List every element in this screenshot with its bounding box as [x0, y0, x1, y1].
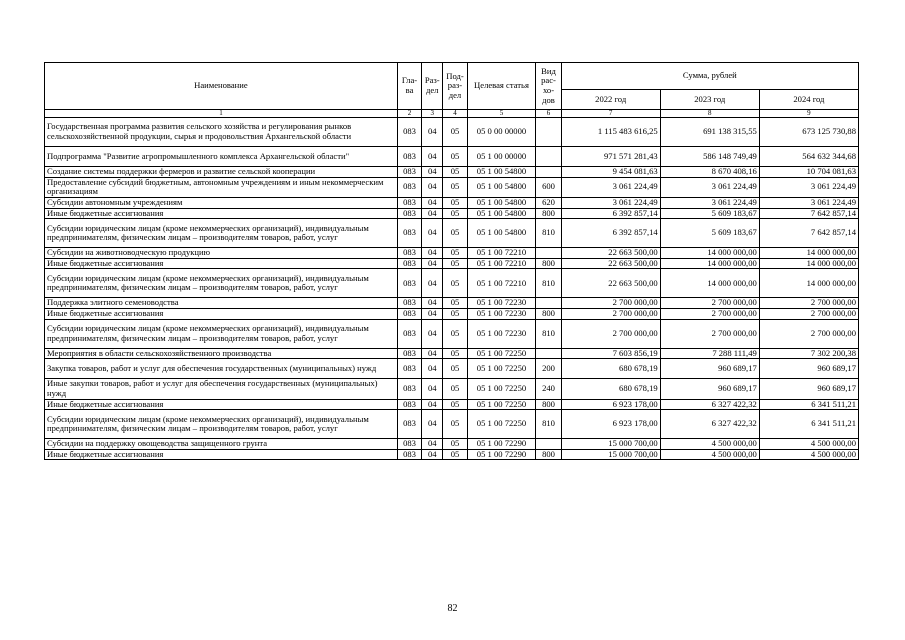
- row-sum-2024: 3 061 224,49: [759, 197, 858, 208]
- header-podrazdel: Под-раз-дел: [443, 63, 467, 110]
- row-sum-2024: 960 689,17: [759, 359, 858, 379]
- row-sum-2023: 6 327 422,32: [660, 410, 759, 439]
- row-razdel: 04: [422, 399, 443, 410]
- row-vid: 240: [536, 379, 561, 399]
- row-podrazdel: 05: [443, 399, 467, 410]
- row-target: 05 1 00 72250: [467, 379, 536, 399]
- row-sum-2023: 960 689,17: [660, 359, 759, 379]
- row-glava: 083: [397, 147, 421, 167]
- column-number: 8: [660, 110, 759, 118]
- row-sum-2024: 7 302 200,38: [759, 348, 858, 359]
- row-razdel: 04: [422, 147, 443, 167]
- row-sum-2022: 9 454 081,63: [561, 167, 660, 178]
- table-row: [45, 359, 859, 379]
- row-razdel: 04: [422, 298, 443, 309]
- row-sum-2022: 2 700 000,00: [561, 309, 660, 320]
- column-number: 3: [422, 110, 443, 118]
- row-sum-2023: 4 500 000,00: [660, 449, 759, 460]
- row-name: Субсидии юридическим лицам (кроме некоммерческих организаций), индивидуальным предпринимателям, физическим лицам – производителям товаров, работ, услуг: [45, 269, 398, 298]
- table-row: [45, 399, 859, 410]
- row-target: 05 1 00 72290: [467, 449, 536, 460]
- row-razdel: 04: [422, 197, 443, 208]
- table-row: [45, 449, 859, 460]
- table-row: [45, 319, 859, 348]
- table-row: [45, 410, 859, 439]
- row-glava: 083: [397, 298, 421, 309]
- row-podrazdel: 05: [443, 248, 467, 259]
- row-podrazdel: 05: [443, 359, 467, 379]
- row-sum-2023: 960 689,17: [660, 379, 759, 399]
- row-sum-2023: 3 061 224,49: [660, 177, 759, 197]
- row-glava: 083: [397, 359, 421, 379]
- row-glava: 083: [397, 348, 421, 359]
- row-razdel: 04: [422, 248, 443, 259]
- row-sum-2024: 14 000 000,00: [759, 258, 858, 269]
- row-vid: 800: [536, 208, 561, 219]
- row-podrazdel: 05: [443, 449, 467, 460]
- row-sum-2024: 4 500 000,00: [759, 439, 858, 450]
- table-row: [45, 197, 859, 208]
- row-name: Иные бюджетные ассигнования: [45, 258, 398, 269]
- row-razdel: 04: [422, 258, 443, 269]
- row-sum-2022: 6 392 857,14: [561, 219, 660, 248]
- row-sum-2024: 7 642 857,14: [759, 208, 858, 219]
- row-sum-2024: 6 341 511,21: [759, 399, 858, 410]
- row-name: Предоставление субсидий бюджетным, автономным учреждениям и иным некоммерческим организациям: [45, 177, 398, 197]
- row-sum-2023: 5 609 183,67: [660, 219, 759, 248]
- row-sum-2022: 2 700 000,00: [561, 319, 660, 348]
- row-sum-2022: 6 923 178,00: [561, 410, 660, 439]
- column-number: 7: [561, 110, 660, 118]
- table-row: [45, 208, 859, 219]
- row-target: 05 1 00 54800: [467, 197, 536, 208]
- row-glava: 083: [397, 399, 421, 410]
- row-podrazdel: 05: [443, 147, 467, 167]
- table-row: [45, 439, 859, 450]
- row-vid: 800: [536, 258, 561, 269]
- row-sum-2022: 7 603 856,19: [561, 348, 660, 359]
- row-vid: 800: [536, 399, 561, 410]
- row-vid: 810: [536, 269, 561, 298]
- row-razdel: 04: [422, 359, 443, 379]
- row-podrazdel: 05: [443, 319, 467, 348]
- row-name: Субсидии юридическим лицам (кроме некоммерческих организаций), индивидуальным предпринимателям, физическим лицам – производителям товаров, работ, услуг: [45, 219, 398, 248]
- header-year-2023: 2023 год: [660, 90, 759, 110]
- row-sum-2022: 3 061 224,49: [561, 177, 660, 197]
- table-row: [45, 309, 859, 320]
- row-sum-2022: 3 061 224,49: [561, 197, 660, 208]
- row-podrazdel: 05: [443, 348, 467, 359]
- table-row: [45, 248, 859, 259]
- row-target: 05 1 00 00000: [467, 147, 536, 167]
- row-podrazdel: 05: [443, 197, 467, 208]
- column-number: 5: [467, 110, 536, 118]
- row-podrazdel: 05: [443, 177, 467, 197]
- row-sum-2023: 691 138 315,55: [660, 118, 759, 147]
- row-vid: 620: [536, 197, 561, 208]
- row-vid: [536, 167, 561, 178]
- row-sum-2022: 6 923 178,00: [561, 399, 660, 410]
- row-glava: 083: [397, 410, 421, 439]
- row-vid: [536, 118, 561, 147]
- row-name: Мероприятия в области сельскохозяйственного производства: [45, 348, 398, 359]
- row-sum-2023: 3 061 224,49: [660, 197, 759, 208]
- row-target: 05 1 00 72230: [467, 298, 536, 309]
- row-razdel: 04: [422, 449, 443, 460]
- row-sum-2023: 7 288 111,49: [660, 348, 759, 359]
- row-name: Создание системы поддержки фермеров и развитие сельской кооперации: [45, 167, 398, 178]
- row-glava: 083: [397, 319, 421, 348]
- row-sum-2024: 14 000 000,00: [759, 248, 858, 259]
- row-glava: 083: [397, 167, 421, 178]
- table-row: [45, 379, 859, 399]
- row-sum-2022: 22 663 500,00: [561, 269, 660, 298]
- row-target: 05 1 00 72250: [467, 399, 536, 410]
- row-vid: [536, 147, 561, 167]
- row-razdel: 04: [422, 410, 443, 439]
- row-name: Государственная программа развития сельского хозяйства и регулирования рынков сельскохозяйственной продукции, сырья и продовольствия Архангельской области: [45, 118, 398, 147]
- row-sum-2023: 14 000 000,00: [660, 269, 759, 298]
- row-sum-2022: 1 115 483 616,25: [561, 118, 660, 147]
- row-podrazdel: 05: [443, 379, 467, 399]
- table-header: [45, 63, 859, 118]
- row-vid: [536, 248, 561, 259]
- header-razdel: Раз-дел: [422, 63, 443, 110]
- row-razdel: 04: [422, 208, 443, 219]
- row-vid: [536, 298, 561, 309]
- table-row: [45, 118, 859, 147]
- row-sum-2024: 673 125 730,88: [759, 118, 858, 147]
- row-podrazdel: 05: [443, 309, 467, 320]
- row-target: 05 1 00 54800: [467, 177, 536, 197]
- column-number: 6: [536, 110, 561, 118]
- row-target: 05 1 00 54800: [467, 167, 536, 178]
- row-podrazdel: 05: [443, 167, 467, 178]
- row-target: 05 0 00 00000: [467, 118, 536, 147]
- row-razdel: 04: [422, 118, 443, 147]
- row-sum-2022: 15 000 700,00: [561, 449, 660, 460]
- row-name: Субсидии на поддержку овощеводства защищенного грунта: [45, 439, 398, 450]
- table-row: [45, 298, 859, 309]
- row-podrazdel: 05: [443, 269, 467, 298]
- row-vid: 800: [536, 309, 561, 320]
- row-sum-2023: 14 000 000,00: [660, 248, 759, 259]
- row-target: 05 1 00 72210: [467, 258, 536, 269]
- table-row: [45, 258, 859, 269]
- row-razdel: 04: [422, 219, 443, 248]
- row-glava: 083: [397, 208, 421, 219]
- row-razdel: 04: [422, 439, 443, 450]
- row-name: Иные бюджетные ассигнования: [45, 208, 398, 219]
- row-sum-2023: 586 148 749,49: [660, 147, 759, 167]
- row-razdel: 04: [422, 379, 443, 399]
- row-target: 05 1 00 72230: [467, 319, 536, 348]
- row-sum-2022: 680 678,19: [561, 359, 660, 379]
- row-glava: 083: [397, 118, 421, 147]
- row-name: Иные бюджетные ассигнования: [45, 399, 398, 410]
- column-number: 9: [759, 110, 858, 118]
- row-sum-2022: 22 663 500,00: [561, 248, 660, 259]
- row-podrazdel: 05: [443, 208, 467, 219]
- header-name: Наименование: [45, 63, 398, 110]
- row-name: Иные бюджетные ассигнования: [45, 309, 398, 320]
- row-sum-2022: 15 000 700,00: [561, 439, 660, 450]
- row-razdel: 04: [422, 269, 443, 298]
- column-numbers-row: [45, 110, 859, 118]
- row-sum-2024: 2 700 000,00: [759, 298, 858, 309]
- row-podrazdel: 05: [443, 258, 467, 269]
- row-sum-2024: 960 689,17: [759, 379, 858, 399]
- row-sum-2024: 564 632 344,68: [759, 147, 858, 167]
- row-glava: 083: [397, 449, 421, 460]
- row-sum-2022: 971 571 281,43: [561, 147, 660, 167]
- row-glava: 083: [397, 248, 421, 259]
- row-vid: 200: [536, 359, 561, 379]
- row-sum-2024: 10 704 081,63: [759, 167, 858, 178]
- row-sum-2024: 2 700 000,00: [759, 309, 858, 320]
- row-target: 05 1 00 54800: [467, 219, 536, 248]
- row-glava: 083: [397, 258, 421, 269]
- row-vid: 810: [536, 410, 561, 439]
- row-target: 05 1 00 72290: [467, 439, 536, 450]
- row-name: Подпрограмма "Развитие агропромышленного комплекса Архангельской области": [45, 147, 398, 167]
- row-podrazdel: 05: [443, 410, 467, 439]
- row-sum-2023: 2 700 000,00: [660, 309, 759, 320]
- row-target: 05 1 00 72250: [467, 348, 536, 359]
- row-sum-2024: 2 700 000,00: [759, 319, 858, 348]
- row-target: 05 1 00 72210: [467, 269, 536, 298]
- row-sum-2024: 3 061 224,49: [759, 177, 858, 197]
- row-sum-2023: 14 000 000,00: [660, 258, 759, 269]
- header-year-2022: 2022 год: [561, 90, 660, 110]
- row-glava: 083: [397, 197, 421, 208]
- row-name: Поддержка элитного семеноводства: [45, 298, 398, 309]
- column-number: 2: [397, 110, 421, 118]
- table-row: [45, 219, 859, 248]
- row-podrazdel: 05: [443, 439, 467, 450]
- table-row: [45, 177, 859, 197]
- row-name: Субсидии юридическим лицам (кроме некоммерческих организаций), индивидуальным предпринимателям, физическим лицам – производителям товаров, работ, услуг: [45, 319, 398, 348]
- page-number: 82: [447, 603, 458, 614]
- column-number: 4: [443, 110, 467, 118]
- row-sum-2024: 6 341 511,21: [759, 410, 858, 439]
- row-glava: 083: [397, 177, 421, 197]
- table-row: [45, 269, 859, 298]
- row-target: 05 1 00 72250: [467, 410, 536, 439]
- row-sum-2023: 2 700 000,00: [660, 298, 759, 309]
- row-razdel: 04: [422, 167, 443, 178]
- row-podrazdel: 05: [443, 219, 467, 248]
- row-razdel: 04: [422, 177, 443, 197]
- row-sum-2022: 2 700 000,00: [561, 298, 660, 309]
- row-glava: 083: [397, 269, 421, 298]
- row-sum-2022: 680 678,19: [561, 379, 660, 399]
- header-vid: Вид рас-хо-дов: [536, 63, 561, 110]
- row-razdel: 04: [422, 319, 443, 348]
- row-sum-2024: 4 500 000,00: [759, 449, 858, 460]
- row-name: Субсидии юридическим лицам (кроме некоммерческих организаций), индивидуальным предпринимателям, физическим лицам – производителям товаров, работ, услуг: [45, 410, 398, 439]
- table-row: [45, 348, 859, 359]
- row-vid: 600: [536, 177, 561, 197]
- row-name: Субсидии автономным учреждениям: [45, 197, 398, 208]
- row-target: 05 1 00 72210: [467, 248, 536, 259]
- row-razdel: 04: [422, 309, 443, 320]
- header-target: Целевая статья: [467, 63, 536, 110]
- header-glava: Гла-ва: [397, 63, 421, 110]
- row-sum-2023: 6 327 422,32: [660, 399, 759, 410]
- row-glava: 083: [397, 379, 421, 399]
- row-sum-2023: 4 500 000,00: [660, 439, 759, 450]
- row-name: Иные закупки товаров, работ и услуг для обеспечения государственных (муниципальных) нужд: [45, 379, 398, 399]
- row-razdel: 04: [422, 348, 443, 359]
- row-name: Субсидии на животноводческую продукцию: [45, 248, 398, 259]
- row-sum-2023: 8 670 408,16: [660, 167, 759, 178]
- column-number: 1: [45, 110, 398, 118]
- row-target: 05 1 00 72250: [467, 359, 536, 379]
- row-vid: 810: [536, 219, 561, 248]
- row-vid: 800: [536, 449, 561, 460]
- row-vid: 810: [536, 319, 561, 348]
- row-vid: [536, 439, 561, 450]
- row-sum-2022: 6 392 857,14: [561, 208, 660, 219]
- row-glava: 083: [397, 219, 421, 248]
- budget-table: [44, 62, 859, 460]
- row-podrazdel: 05: [443, 118, 467, 147]
- header-sum: Сумма, рублей: [561, 63, 858, 90]
- row-target: 05 1 00 72230: [467, 309, 536, 320]
- header-year-2024: 2024 год: [759, 90, 858, 110]
- row-sum-2022: 22 663 500,00: [561, 258, 660, 269]
- row-name: Иные бюджетные ассигнования: [45, 449, 398, 460]
- table-row: [45, 167, 859, 178]
- row-sum-2024: 7 642 857,14: [759, 219, 858, 248]
- row-sum-2023: 5 609 183,67: [660, 208, 759, 219]
- row-vid: [536, 348, 561, 359]
- row-target: 05 1 00 54800: [467, 208, 536, 219]
- row-sum-2023: 2 700 000,00: [660, 319, 759, 348]
- row-glava: 083: [397, 309, 421, 320]
- row-name: Закупка товаров, работ и услуг для обеспечения государственных (муниципальных) нужд: [45, 359, 398, 379]
- row-sum-2024: 14 000 000,00: [759, 269, 858, 298]
- row-podrazdel: 05: [443, 298, 467, 309]
- row-glava: 083: [397, 439, 421, 450]
- table-body: [45, 118, 859, 460]
- table-row: [45, 147, 859, 167]
